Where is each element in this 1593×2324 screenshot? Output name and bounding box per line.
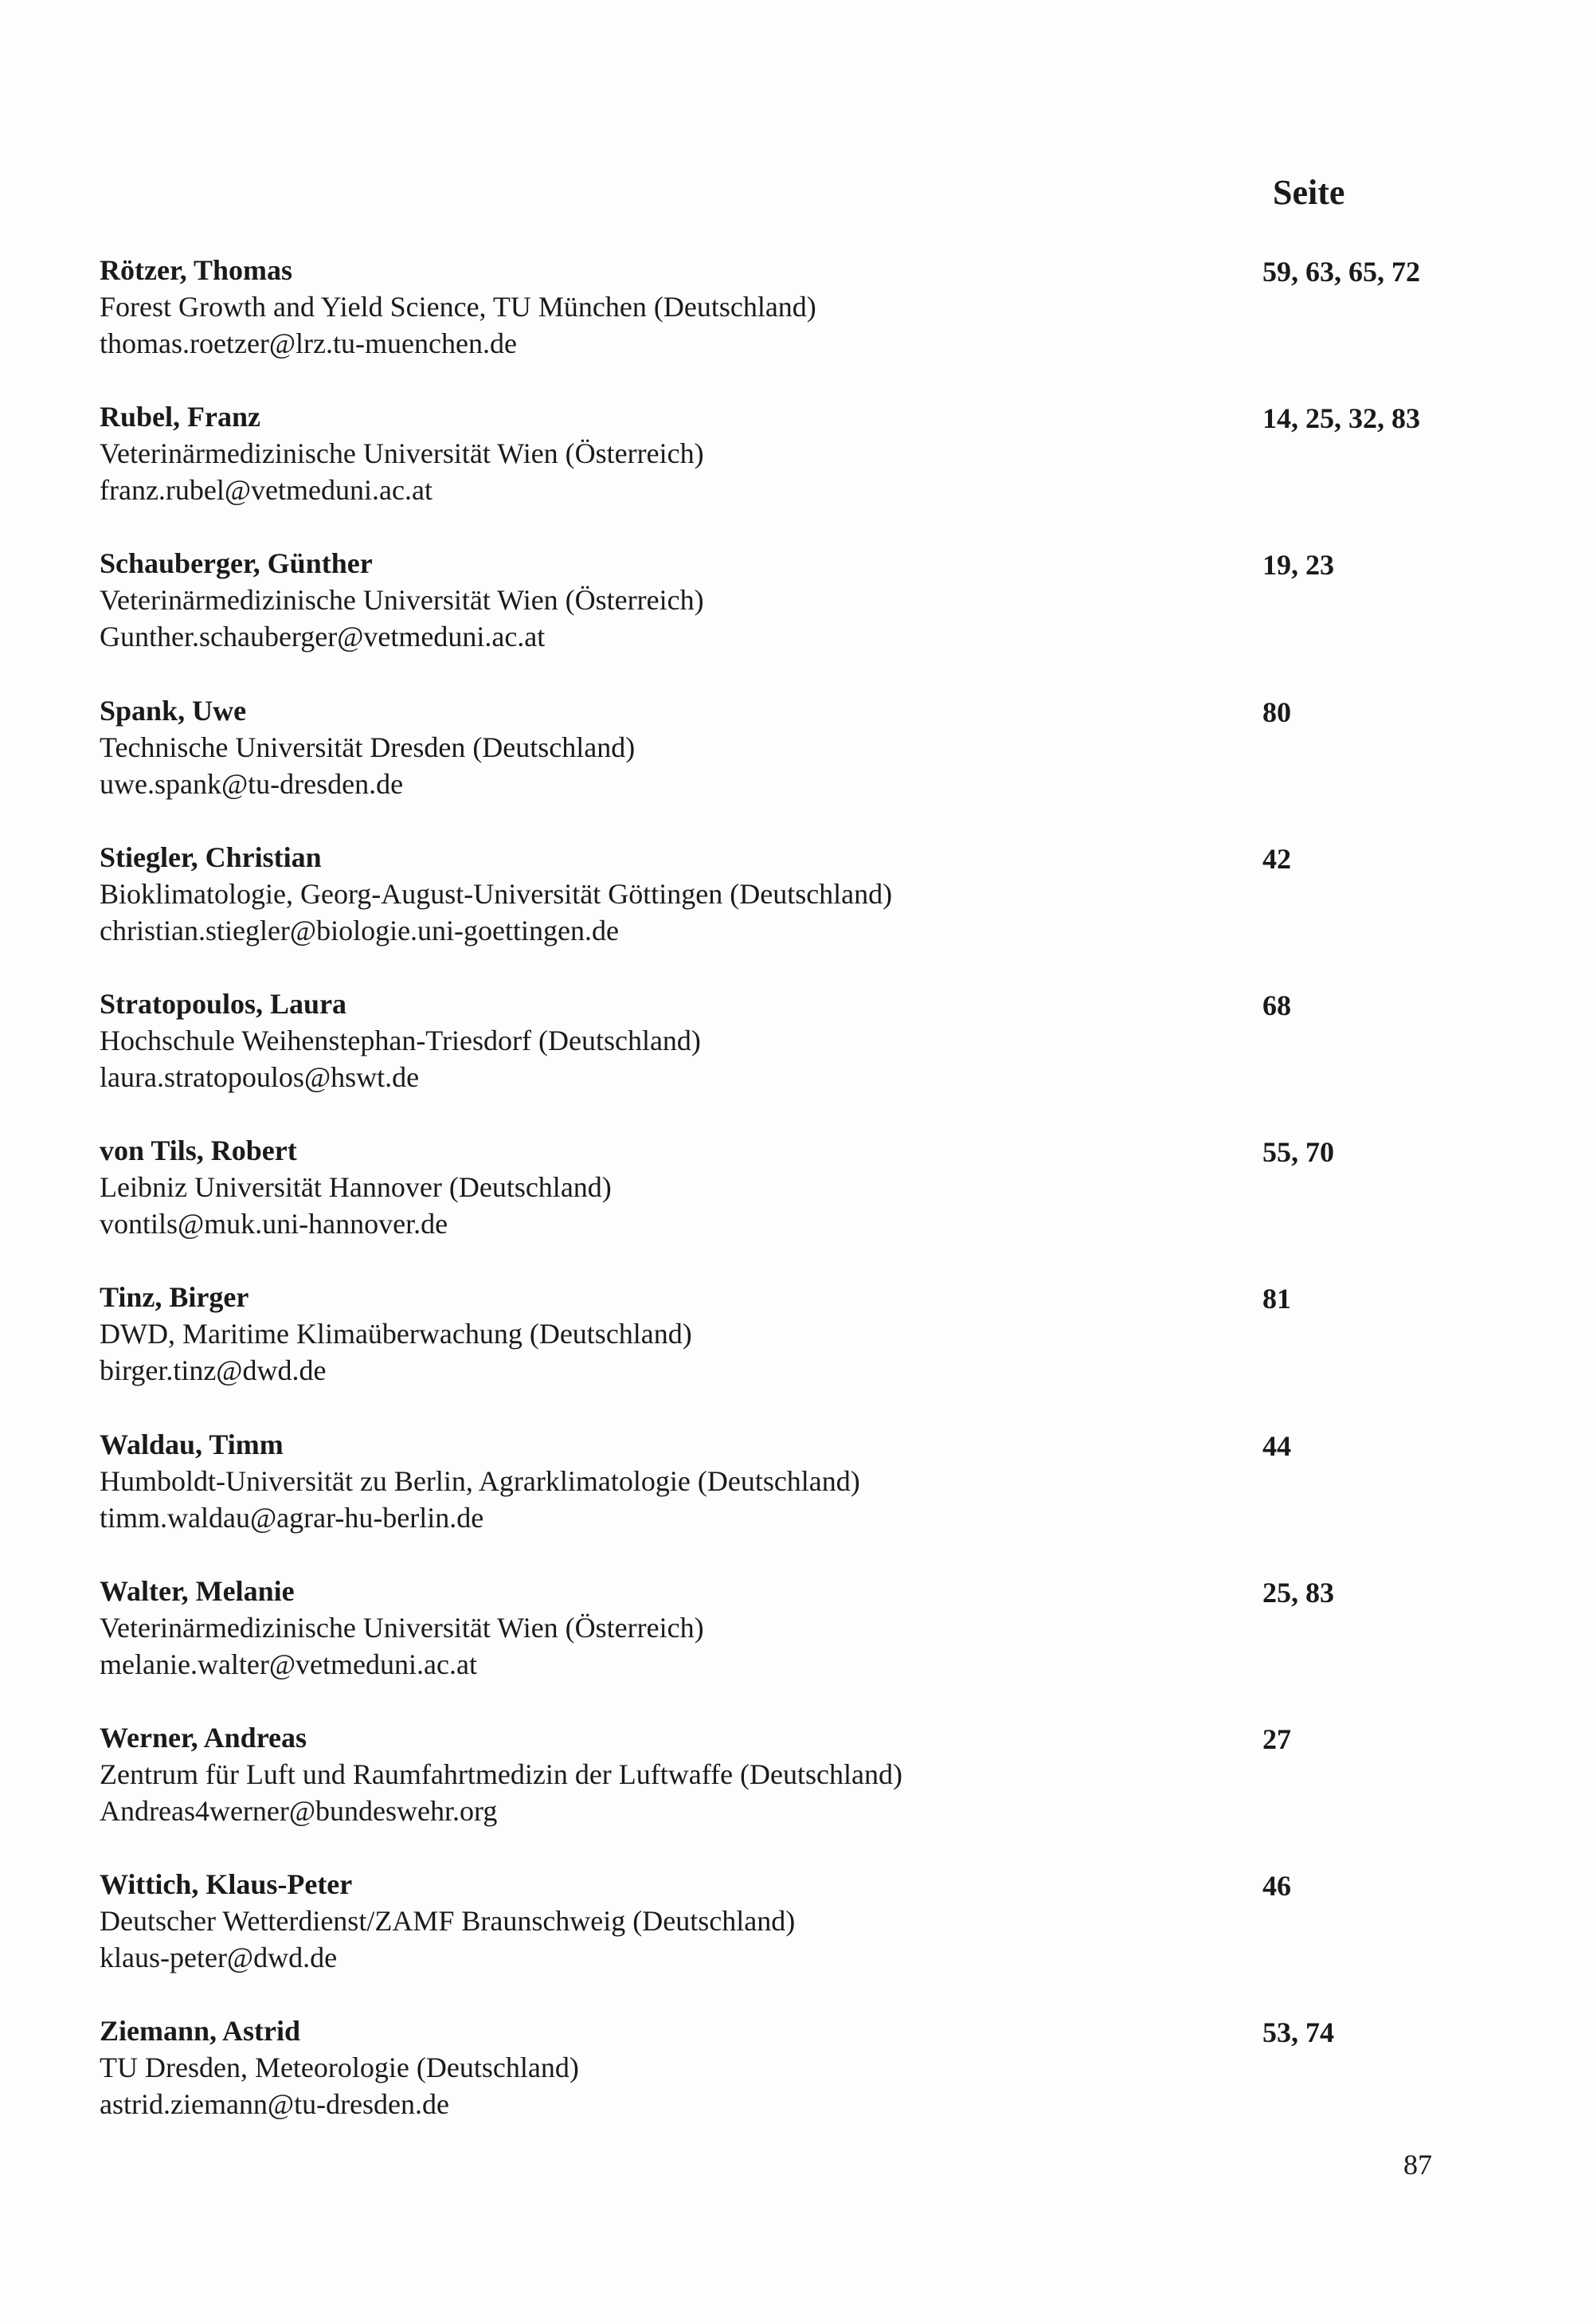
- author-name: Waldau, Timm: [100, 1428, 284, 1460]
- author-entry: [100, 1866, 1454, 2012]
- author-entry: [100, 1719, 1454, 1866]
- author-email: melanie.walter@vetmeduni.ac.at: [100, 1648, 477, 1680]
- page-number: 87: [1403, 2149, 1432, 2181]
- author-email: thomas.roetzer@lrz.tu-muenchen.de: [100, 327, 517, 359]
- author-email: laura.stratopoulos@hswt.de: [100, 1060, 420, 1093]
- author-email: Andreas4werner@bundeswehr.org: [100, 1794, 498, 1827]
- author-name: Stiegler, Christian: [100, 841, 322, 873]
- author-entry: [100, 398, 1454, 545]
- author-email: uwe.spank@tu-dresden.de: [100, 767, 404, 800]
- page-references: 42: [1262, 842, 1291, 875]
- page-references: 44: [1262, 1429, 1291, 1462]
- page-references: 27: [1262, 1722, 1291, 1755]
- author-entry: [100, 692, 1454, 839]
- page-references: 46: [1262, 1870, 1291, 1903]
- author-affiliation: Leibniz Universität Hannover (Deutschland): [100, 1171, 612, 1204]
- author-affiliation: Forest Growth and Yield Science, TU München (Deutschland): [100, 291, 816, 323]
- author-name: Rubel, Franz: [100, 401, 260, 433]
- page-references: 81: [1262, 1283, 1291, 1315]
- author-affiliation: Veterinärmedizinische Universität Wien (Österreich): [100, 437, 704, 470]
- author-name: Wittich, Klaus-Peter: [100, 1868, 353, 1901]
- author-entry: [100, 252, 1454, 398]
- page-references: 25, 83: [1262, 1576, 1334, 1609]
- page-references: 14, 25, 32, 83: [1262, 402, 1420, 435]
- author-name: Schauberger, Günther: [100, 547, 373, 580]
- author-name: Stratopoulos, Laura: [100, 987, 347, 1020]
- author-entry: [100, 545, 1454, 692]
- author-affiliation: TU Dresden, Meteorologie (Deutschland): [100, 2052, 579, 2084]
- author-email: timm.waldau@agrar-hu-berlin.de: [100, 1501, 484, 1534]
- page-references: 53, 74: [1262, 2016, 1334, 2049]
- author-email: astrid.ziemann@tu-dresden.de: [100, 2088, 449, 2121]
- author-affiliation: Zentrum für Luft und Raumfahrtmedizin der Luftwaffe (Deutschland): [100, 1758, 902, 1790]
- author-name: Rötzer, Thomas: [100, 254, 292, 286]
- page-column-header: Seite: [1273, 173, 1345, 212]
- page-references: 19, 23: [1262, 549, 1334, 582]
- author-email: vontils@muk.uni-hannover.de: [100, 1208, 448, 1240]
- author-affiliation: DWD, Maritime Klimaüberwachung (Deutschland): [100, 1318, 692, 1350]
- author-entry: [100, 1279, 1454, 1425]
- author-affiliation: Veterinärmedizinische Universität Wien (Österreich): [100, 1611, 704, 1644]
- author-name: von Tils, Robert: [100, 1135, 297, 1167]
- page-references: 55, 70: [1262, 1136, 1334, 1169]
- author-email: birger.tinz@dwd.de: [100, 1354, 327, 1387]
- author-email: klaus-peter@dwd.de: [100, 1942, 338, 1974]
- author-name: Ziemann, Astrid: [100, 2015, 301, 2048]
- author-affiliation: Veterinärmedizinische Universität Wien (Österreich): [100, 584, 704, 617]
- author-email: christian.stiegler@biologie.uni-goettingen.de: [100, 914, 619, 946]
- author-name: Walter, Melanie: [100, 1574, 295, 1607]
- author-affiliation: Technische Universität Dresden (Deutschland): [100, 731, 636, 763]
- author-entry: [100, 986, 1454, 1132]
- author-name: Spank, Uwe: [100, 694, 247, 727]
- author-name: Tinz, Birger: [100, 1281, 249, 1314]
- page-references: 80: [1262, 696, 1291, 728]
- author-entry: [100, 1573, 1454, 1719]
- author-entry: [100, 1132, 1454, 1279]
- author-name: Werner, Andreas: [100, 1721, 307, 1754]
- author-affiliation: Deutscher Wetterdienst/ZAMF Braunschweig (Deutschland): [100, 1905, 796, 1938]
- author-affiliation: Humboldt-Universität zu Berlin, Agrarklimatologie (Deutschland): [100, 1464, 860, 1497]
- author-entry: [100, 1426, 1454, 1573]
- author-index-list: [100, 252, 1454, 2159]
- page-references: 59, 63, 65, 72: [1262, 256, 1420, 288]
- author-affiliation: Bioklimatologie, Georg-August-Universität Göttingen (Deutschland): [100, 877, 893, 910]
- author-entry: [100, 2012, 1454, 2159]
- author-entry: [100, 839, 1454, 986]
- author-affiliation: Hochschule Weihenstephan-Triesdorf (Deutschland): [100, 1024, 701, 1056]
- author-email: franz.rubel@vetmeduni.ac.at: [100, 474, 432, 507]
- author-email: Gunther.schauberger@vetmeduni.ac.at: [100, 621, 546, 653]
- page-references: 68: [1262, 989, 1291, 1021]
